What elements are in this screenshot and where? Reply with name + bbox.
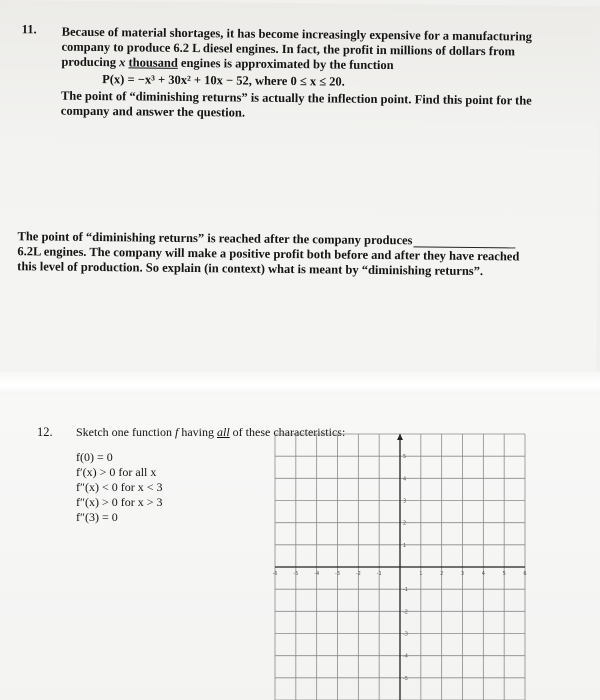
answer-line-3: this level of production. So explain (in context) what is meant by “diminishing returns”. bbox=[17, 259, 484, 279]
line-3-post: engines is approximated by the function bbox=[177, 55, 394, 73]
x-tick-label: 1 bbox=[419, 571, 423, 577]
x-tick-label: 2 bbox=[440, 571, 444, 577]
thousand-underlined: thousand bbox=[128, 55, 178, 70]
condition-1: f(0) = 0 bbox=[76, 450, 113, 464]
problem-12-number: 12. bbox=[37, 425, 53, 439]
x-tick-label: 3 bbox=[460, 571, 465, 577]
grid-svg[interactable] bbox=[272, 434, 527, 700]
x-tick-label: -6 bbox=[272, 571, 278, 577]
problem-11-line-3 bbox=[61, 55, 393, 73]
line-3-pre: producing bbox=[61, 54, 120, 70]
y-tick-label: 4 bbox=[403, 476, 407, 483]
y-tick-label: 5 bbox=[403, 454, 407, 461]
y-axis-arrow bbox=[397, 434, 403, 440]
y-tick-label: -5 bbox=[403, 675, 408, 682]
prompt-post: of these characteristics: bbox=[229, 425, 346, 439]
answer-line-2: 6.2L engines. The company will make a positive profit both before and after they have reached bbox=[17, 244, 520, 264]
x-tick-label: -4 bbox=[314, 571, 320, 577]
prompt-var: f bbox=[174, 425, 179, 439]
condition-4: f″(x) > 0 for x > 3 bbox=[76, 495, 163, 509]
answer-line-1: The point of “diminishing returns” is reached after the company produces bbox=[17, 229, 413, 248]
x-tick-label: 5 bbox=[502, 571, 506, 577]
x-tick-label: 4 bbox=[481, 571, 485, 577]
x-tick-label: -3 bbox=[335, 571, 340, 577]
y-tick-label: 1 bbox=[403, 542, 407, 549]
question-line-2: company and answer the question. bbox=[60, 103, 246, 120]
condition-5: f″(3) = 0 bbox=[76, 510, 118, 524]
x-tick-label: -5 bbox=[293, 571, 299, 577]
x-tick-label: 6 bbox=[523, 571, 527, 577]
x-tick-label: -2 bbox=[355, 571, 361, 577]
y-tick-label: -1 bbox=[403, 587, 408, 594]
y-tick-label: -4 bbox=[403, 653, 408, 660]
problem-11-line-1: Because of material shortages, it has become increasingly expensive for a manufacturing bbox=[61, 24, 533, 44]
page-fold bbox=[0, 372, 600, 394]
line-3-var: x bbox=[119, 55, 126, 70]
page-bottom-sheet bbox=[0, 394, 600, 700]
problem-11-number: 11. bbox=[21, 22, 37, 37]
profit-function: P(x) = −x³ + 30x² + 10x − 52, where 0 ≤ x ≤ 20. bbox=[102, 72, 345, 89]
prompt-mid: having bbox=[178, 425, 217, 439]
conditions-list bbox=[76, 450, 163, 525]
condition-3: f″(x) < 0 for x < 3 bbox=[76, 480, 163, 494]
y-tick-label: 2 bbox=[403, 520, 407, 527]
x-tick-label: -1 bbox=[376, 571, 382, 577]
problem-11-line-2: company to produce 6.2 L diesel engines. In fact, the profit in millions of dollars from bbox=[61, 39, 516, 59]
y-tick-label: 3 bbox=[403, 498, 407, 505]
coordinate-grid[interactable] bbox=[272, 434, 527, 700]
y-tick-label: -2 bbox=[403, 609, 408, 616]
y-tick-label: -3 bbox=[403, 631, 408, 638]
prompt-pre: Sketch one function bbox=[76, 425, 175, 439]
question-line-1: The point of “diminishing returns” is actually the inflection point. Find this point for the bbox=[60, 88, 532, 108]
condition-2: f′(x) > 0 for all x bbox=[76, 465, 157, 479]
all-underlined: all bbox=[217, 425, 230, 439]
